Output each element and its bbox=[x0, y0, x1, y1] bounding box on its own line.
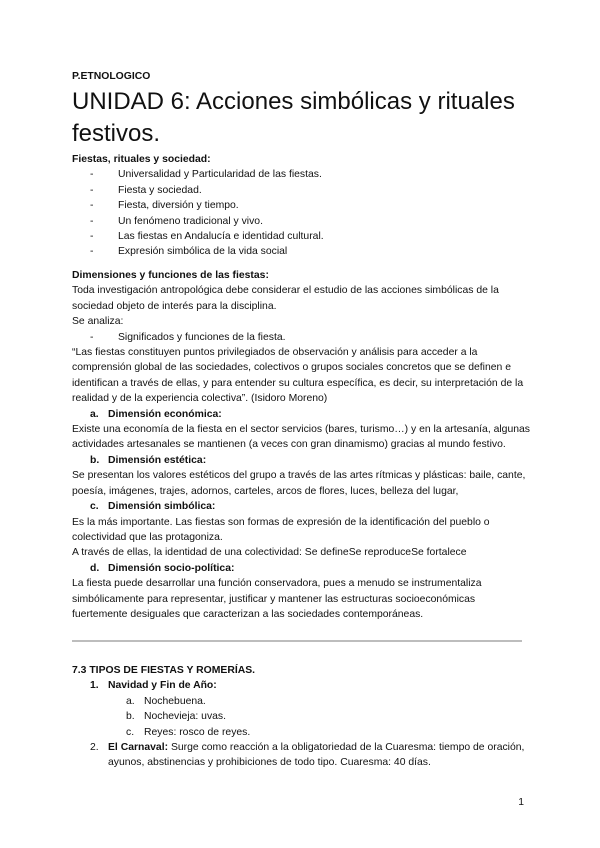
sub-item: a. Nochebuena. bbox=[126, 695, 206, 707]
sub-item: b. Nochevieja: uvas. bbox=[126, 711, 227, 723]
section-heading: 7.3 TIPOS DE FIESTAS Y ROMERÍAS. bbox=[72, 665, 256, 676]
list-item: - Significados y funciones de la fiesta. bbox=[72, 330, 532, 345]
page-number: 1 bbox=[518, 797, 524, 808]
dimension-heading: d. Dimensión socio-política: bbox=[90, 562, 235, 574]
section-tipos bbox=[72, 663, 532, 771]
section-dimensiones bbox=[72, 268, 532, 622]
dimension-text: Es la más importante. Las fiestas son formas de expresión de la identificación del pueblo o colectividad que las protagoniza. bbox=[72, 516, 490, 543]
section-divider bbox=[72, 640, 522, 642]
section-heading: Dimensiones y funciones de las fiestas: bbox=[72, 270, 269, 281]
dimension-heading: c. Dimensión simbólica: bbox=[90, 501, 216, 513]
dimension-text: Existe una economía de la fiesta en el sector servicios (bares, turismo…) y en la artesanía, algunas actividades artesanales se mantienen (a veces con gran dinamismo) gracias al mundo festivo. bbox=[72, 424, 530, 451]
analiza-label: Se analiza: bbox=[72, 316, 124, 328]
dimension-heading: b. Dimensión estética: bbox=[90, 454, 207, 466]
section-fiestas bbox=[72, 152, 532, 260]
numbered-item: 1. Navidad y Fin de Año: bbox=[90, 680, 217, 692]
intro-paragraph: Toda investigación antropológica debe considerar el estudio de las acciones simbólicas de la sociedad objeto de interés para la disciplina. bbox=[72, 285, 499, 312]
analiza-list bbox=[72, 330, 532, 345]
list-item: - Expresión simbólica de la vida social bbox=[72, 244, 532, 259]
dimension-text: A través de ellas, la identidad de una colectividad: Se defineSe reproduceSe fortalece bbox=[72, 547, 467, 559]
dimension-heading: a. Dimensión económica: bbox=[90, 408, 222, 420]
list-item: - Las fiestas en Andalucía e identidad cultural. bbox=[72, 229, 532, 244]
list-item: - Fiesta y sociedad. bbox=[72, 183, 532, 198]
list-item: - Un fenómeno tradicional y vivo. bbox=[72, 214, 532, 229]
page-title: UNIDAD 6: Acciones simbólicas y rituales festivos. bbox=[72, 88, 515, 147]
topic-list bbox=[72, 167, 532, 259]
section-heading: Fiestas, rituales y sociedad: bbox=[72, 154, 211, 165]
sub-item: c. Reyes: rosco de reyes. bbox=[126, 726, 251, 738]
course-kicker: P.ETNOLOGICO bbox=[72, 71, 151, 82]
list-item: - Fiesta, diversión y tiempo. bbox=[72, 198, 532, 213]
dimension-text: Se presentan los valores estéticos del grupo a través de las artes rítmicas y plásticas: baile, cante, poesía, imágenes, trajes, adornos, carteles, arcos de flores, luces, belleza del lugar, bbox=[72, 470, 526, 497]
dimension-text: La fiesta puede desarrollar una función conservadora, pues a menudo se instrumentaliza simbólicamente para representar, justificar y mantener las estructuras socioeconómicas fuertemente desiguales que caracterizan a las sociedades contemporáneas. bbox=[72, 578, 482, 620]
list-item: - Universalidad y Particularidad de las fiestas. bbox=[72, 167, 532, 182]
quote-paragraph: “Las fiestas constituyen puntos privilegiados de observación y análisis para acceder a la comprensión global de las sociedades, colectivos o grupos sociales concretos que se definen e identifican a través de ellas, y para entender su cultura específica, es decir, su interpretación de la realidad y de la experiencia colectiva”. (Isidoro Moreno) bbox=[72, 347, 524, 405]
numbered-item: 2. El Carnaval: Surge como reacción a la obligatoriedad de la Cuaresma: tiempo de oración, ayunos, abstinencias y prohibiciones de todo tipo. Cuaresma: 40 días. bbox=[90, 742, 525, 769]
